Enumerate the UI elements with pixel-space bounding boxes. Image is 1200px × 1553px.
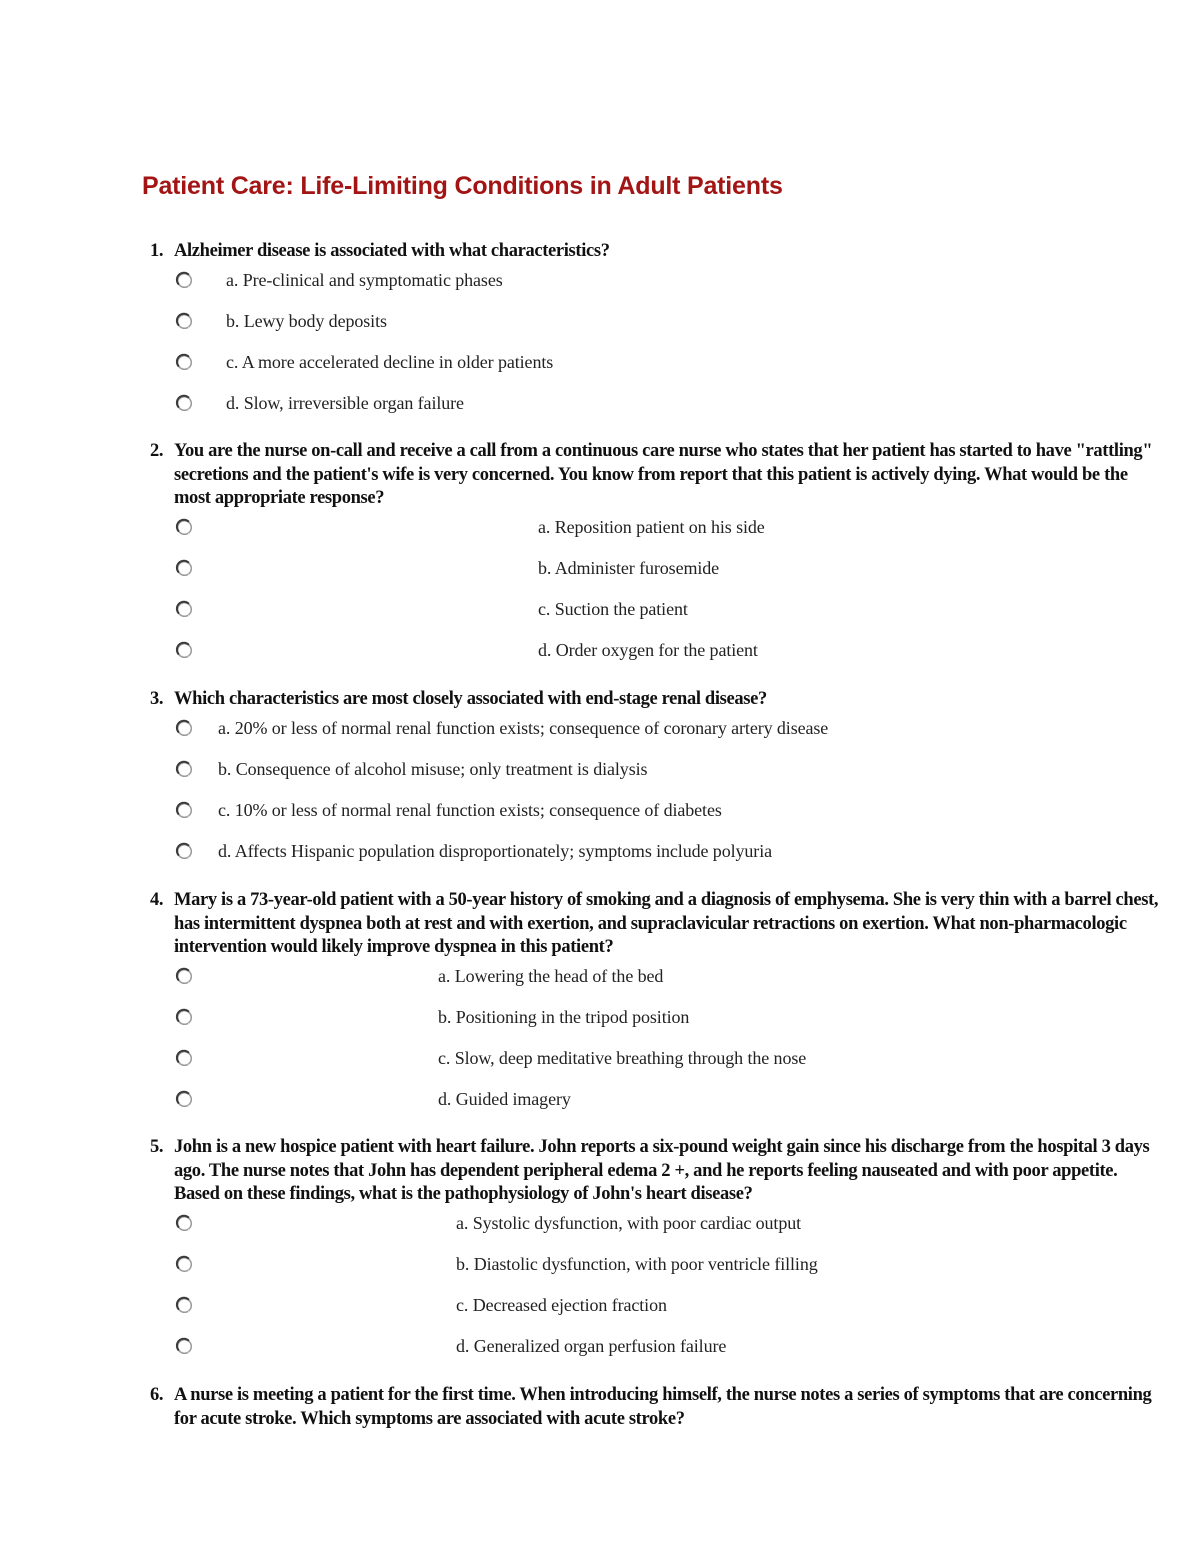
radio-button-icon[interactable] — [175, 353, 195, 373]
question-4 — [150, 889, 1160, 1127]
answer-option-label: b. Lewy body deposits — [226, 310, 387, 331]
radio-button-icon[interactable] — [175, 760, 195, 780]
radio-button-icon[interactable] — [175, 1008, 195, 1028]
radio-button-icon[interactable] — [175, 600, 195, 620]
answer-options — [150, 514, 1160, 678]
answer-option-a[interactable] — [150, 715, 1160, 756]
answer-option-b[interactable] — [150, 1004, 1160, 1045]
question-stem — [150, 1384, 1160, 1431]
radio-button-icon[interactable] — [175, 801, 195, 821]
radio-button-icon[interactable] — [175, 394, 195, 414]
question-stem — [150, 688, 1160, 712]
answer-option-d[interactable] — [150, 1333, 1160, 1374]
question-number: 3. — [150, 689, 164, 709]
answer-option-b[interactable] — [150, 555, 1160, 596]
question-text: Alzheimer disease is associated with what characteristics? — [174, 241, 610, 261]
radio-button-icon[interactable] — [175, 1296, 195, 1316]
answer-options — [150, 963, 1160, 1127]
question-number: 6. — [150, 1385, 164, 1405]
answer-option-d[interactable] — [150, 637, 1160, 678]
answer-option-c[interactable] — [150, 349, 1160, 390]
answer-option-label: b. Administer furosemide — [538, 557, 720, 578]
answer-option-d[interactable] — [150, 390, 1160, 431]
question-number: 5. — [150, 1137, 164, 1157]
question-stem — [150, 1136, 1160, 1207]
answer-option-label: a. Pre-clinical and symptomatic phases — [226, 269, 503, 290]
question-text: You are the nurse on-call and receive a call from a continuous care nurse who states that her patient has started to have "rattling" secretions and the patient's wife is very concerned. You know from report that this patient is actively dying. What would be the most appropriate response? — [174, 441, 1153, 508]
radio-button-icon[interactable] — [175, 1337, 195, 1357]
answer-option-a[interactable] — [150, 1210, 1160, 1251]
answer-option-label: a. Systolic dysfunction, with poor cardiac output — [456, 1212, 802, 1233]
answer-option-label: c. Suction the patient — [538, 598, 688, 619]
answer-option-c[interactable] — [150, 797, 1160, 838]
answer-option-d[interactable] — [150, 1086, 1160, 1127]
answer-option-label: c. A more accelerated decline in older patients — [226, 351, 554, 372]
answer-option-label: d. Generalized organ perfusion failure — [456, 1335, 727, 1356]
radio-button-icon[interactable] — [175, 1090, 195, 1110]
radio-button-icon[interactable] — [175, 559, 195, 579]
radio-button-icon[interactable] — [175, 312, 195, 332]
radio-button-icon[interactable] — [175, 1214, 195, 1234]
answer-option-c[interactable] — [150, 596, 1160, 637]
answer-option-b[interactable] — [150, 1251, 1160, 1292]
radio-button-icon[interactable] — [175, 1049, 195, 1069]
question-text: Mary is a 73-year-old patient with a 50-year history of smoking and a diagnosis of emphysema. She is very thin with a barrel chest, has intermittent dyspnea both at rest and with exertion, and supraclavicular retractions on exertion. What non-pharmacologic intervention would likely improve dyspnea in this patient? — [174, 890, 1159, 957]
answer-option-a[interactable] — [150, 514, 1160, 555]
question-text: Which characteristics are most closely associated with end-stage renal disease? — [174, 689, 767, 709]
answer-option-label: d. Affects Hispanic population disproportionately; symptoms include polyuria — [218, 840, 772, 861]
answer-option-d[interactable] — [150, 838, 1160, 879]
answer-option-c[interactable] — [150, 1045, 1160, 1086]
document-title: Patient Care: Life-Limiting Conditions in Adult Patients — [142, 172, 783, 200]
question-number: 2. — [150, 441, 164, 461]
answer-option-label: a. 20% or less of normal renal function exists; consequence of coronary artery disease — [218, 717, 829, 738]
answer-option-c[interactable] — [150, 1292, 1160, 1333]
answer-options — [150, 267, 1160, 431]
radio-button-icon[interactable] — [175, 518, 195, 538]
answer-option-label: d. Guided imagery — [438, 1088, 571, 1109]
answer-option-label: b. Consequence of alcohol misuse; only treatment is dialysis — [218, 758, 648, 779]
answer-option-a[interactable] — [150, 963, 1160, 1004]
question-text: John is a new hospice patient with heart failure. John reports a six-pound weight gain since his discharge from the hospital 3 days ago. The nurse notes that John has dependent peripheral edema 2 +, and he reports feeling nauseated and with poor appetite. Based on these findings, what is the pathophysiology of John's heart disease? — [174, 1137, 1150, 1204]
radio-button-icon[interactable] — [175, 719, 195, 739]
answer-option-a[interactable] — [150, 267, 1160, 308]
answer-option-b[interactable] — [150, 308, 1160, 349]
question-stem — [150, 240, 1160, 264]
answer-option-b[interactable] — [150, 756, 1160, 797]
answer-option-label: b. Positioning in the tripod position — [438, 1006, 690, 1027]
question-2 — [150, 440, 1160, 678]
answer-option-label: c. 10% or less of normal renal function exists; consequence of diabetes — [218, 799, 722, 820]
radio-button-icon[interactable] — [175, 842, 195, 862]
radio-button-icon[interactable] — [175, 641, 195, 661]
answer-option-label: d. Order oxygen for the patient — [538, 639, 758, 660]
radio-button-icon[interactable] — [175, 1255, 195, 1275]
question-stem — [150, 440, 1160, 511]
answer-option-label: c. Decreased ejection fraction — [456, 1294, 667, 1315]
question-text: A nurse is meeting a patient for the first time. When introducing himself, the nurse notes a series of symptoms that are concerning for acute stroke. Which symptoms are associated with acute stroke? — [174, 1385, 1152, 1429]
radio-button-icon[interactable] — [175, 967, 195, 987]
answer-option-label: a. Reposition patient on his side — [538, 516, 765, 537]
question-5 — [150, 1136, 1160, 1374]
question-3 — [150, 688, 1160, 879]
answer-option-label: b. Diastolic dysfunction, with poor ventricle filling — [456, 1253, 818, 1274]
question-6 — [150, 1384, 1160, 1431]
radio-button-icon[interactable] — [175, 271, 195, 291]
question-stem — [150, 889, 1160, 960]
answer-options — [150, 1210, 1160, 1374]
answer-option-label: a. Lowering the head of the bed — [438, 965, 664, 986]
answer-option-label: c. Slow, deep meditative breathing through the nose — [438, 1047, 807, 1068]
question-number: 1. — [150, 241, 164, 261]
question-number: 4. — [150, 890, 164, 910]
question-1 — [150, 240, 1160, 431]
answer-options — [150, 715, 1160, 879]
answer-option-label: d. Slow, irreversible organ failure — [226, 392, 464, 413]
